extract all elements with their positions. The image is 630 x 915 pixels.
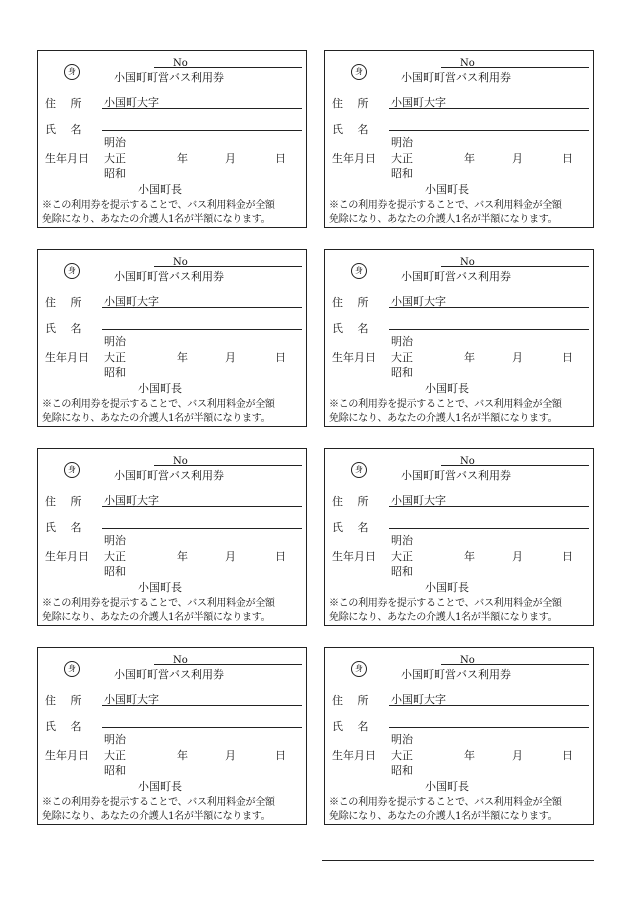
month-label: 月	[512, 152, 523, 165]
day-label: 日	[275, 550, 286, 563]
bus-coupon-card	[324, 448, 594, 626]
era-taisho: 大正	[104, 152, 126, 165]
usage-note	[329, 597, 593, 625]
address-label: 住 所	[45, 97, 82, 110]
issuer-label: 小国町長	[425, 382, 469, 395]
usage-note-line: ※この利用券を提示することで、バス利用料金が全額	[42, 598, 275, 609]
birthdate-label: 生年月日	[45, 749, 89, 762]
name-field[interactable]	[389, 528, 589, 529]
coupon-title: 小国町町営バス利用券	[401, 469, 511, 482]
month-label: 月	[225, 550, 236, 563]
usage-note-line: 免除になり、あなたの介護人1名が半額になります。	[329, 214, 558, 225]
usage-note-line: 免除になり、あなたの介護人1名が半額になります。	[42, 811, 271, 822]
name-label: 氏 名	[332, 521, 369, 534]
address-value: 小国町大字	[104, 693, 159, 706]
bus-coupon-card	[324, 647, 594, 825]
name-label: 氏 名	[45, 123, 82, 136]
usage-note-line: ※この利用券を提示することで、バス利用料金が全額	[42, 797, 275, 808]
address-label: 住 所	[332, 694, 369, 707]
address-label: 住 所	[45, 495, 82, 508]
era-taisho: 大正	[391, 152, 413, 165]
month-label: 月	[512, 550, 523, 563]
name-label: 氏 名	[332, 720, 369, 733]
name-label: 氏 名	[332, 322, 369, 335]
usage-note-line: 免除になり、あなたの介護人1名が半額になります。	[42, 413, 271, 424]
coupon-number-line	[441, 266, 589, 267]
issuer-label: 小国町長	[138, 382, 182, 395]
usage-note	[329, 199, 593, 227]
month-label: 月	[225, 749, 236, 762]
seal-icon: 身	[64, 64, 80, 80]
name-label: 氏 名	[45, 720, 82, 733]
coupon-number-line	[441, 664, 589, 665]
birthdate-label: 生年月日	[332, 550, 376, 563]
address-field[interactable]	[102, 506, 302, 507]
usage-note-line: 免除になり、あなたの介護人1名が半額になります。	[42, 214, 271, 225]
day-label: 日	[562, 351, 573, 364]
era-showa: 昭和	[104, 366, 126, 379]
year-label: 年	[177, 550, 188, 563]
address-field[interactable]	[102, 108, 302, 109]
address-field[interactable]	[389, 307, 589, 308]
era-meiji: 明治	[391, 136, 413, 149]
era-showa: 昭和	[391, 565, 413, 578]
usage-note-line: ※この利用券を提示することで、バス利用料金が全額	[329, 200, 562, 211]
era-meiji: 明治	[104, 534, 126, 547]
day-label: 日	[562, 152, 573, 165]
coupon-number-line	[154, 465, 302, 466]
era-meiji: 明治	[391, 534, 413, 547]
coupon-title: 小国町町営バス利用券	[114, 668, 224, 681]
year-label: 年	[464, 152, 475, 165]
signature-line	[322, 860, 594, 861]
issuer-label: 小国町長	[138, 183, 182, 196]
usage-note-line: ※この利用券を提示することで、バス利用料金が全額	[329, 797, 562, 808]
seal-icon: 身	[351, 64, 367, 80]
era-meiji: 明治	[104, 335, 126, 348]
year-label: 年	[464, 351, 475, 364]
name-field[interactable]	[389, 130, 589, 131]
seal-icon: 身	[351, 263, 367, 279]
era-meiji: 明治	[104, 733, 126, 746]
bus-coupon-card	[324, 249, 594, 427]
birthdate-label: 生年月日	[45, 351, 89, 364]
coupon-title: 小国町町営バス利用券	[401, 270, 511, 283]
month-label: 月	[225, 351, 236, 364]
issuer-label: 小国町長	[425, 183, 469, 196]
address-label: 住 所	[45, 296, 82, 309]
day-label: 日	[562, 749, 573, 762]
address-label: 住 所	[332, 495, 369, 508]
name-field[interactable]	[102, 130, 302, 131]
address-field[interactable]	[102, 307, 302, 308]
usage-note-line: 免除になり、あなたの介護人1名が半額になります。	[329, 413, 558, 424]
birthdate-label: 生年月日	[332, 152, 376, 165]
coupon-title: 小国町町営バス利用券	[114, 469, 224, 482]
address-value: 小国町大字	[391, 295, 446, 308]
address-label: 住 所	[332, 97, 369, 110]
issuer-label: 小国町長	[425, 780, 469, 793]
name-field[interactable]	[389, 727, 589, 728]
month-label: 月	[225, 152, 236, 165]
issuer-label: 小国町長	[138, 581, 182, 594]
address-value: 小国町大字	[104, 295, 159, 308]
day-label: 日	[275, 152, 286, 165]
day-label: 日	[275, 351, 286, 364]
coupon-title: 小国町町営バス利用券	[401, 71, 511, 84]
usage-note	[42, 199, 306, 227]
name-field[interactable]	[102, 329, 302, 330]
coupon-number-label: No	[173, 456, 188, 467]
birthdate-label: 生年月日	[45, 152, 89, 165]
address-field[interactable]	[389, 108, 589, 109]
usage-note-line: ※この利用券を提示することで、バス利用料金が全額	[42, 399, 275, 410]
era-taisho: 大正	[104, 351, 126, 364]
usage-note	[329, 398, 593, 426]
name-field[interactable]	[389, 329, 589, 330]
day-label: 日	[562, 550, 573, 563]
seal-icon: 身	[351, 661, 367, 677]
usage-note-line: 免除になり、あなたの介護人1名が半額になります。	[329, 612, 558, 623]
era-showa: 昭和	[391, 764, 413, 777]
bus-coupon-card	[37, 50, 307, 228]
coupon-title: 小国町町営バス利用券	[401, 668, 511, 681]
coupon-number-line	[154, 664, 302, 665]
birthdate-label: 生年月日	[45, 550, 89, 563]
issuer-label: 小国町長	[425, 581, 469, 594]
era-meiji: 明治	[391, 733, 413, 746]
usage-note	[42, 597, 306, 625]
day-label: 日	[275, 749, 286, 762]
usage-note-line: ※この利用券を提示することで、バス利用料金が全額	[329, 399, 562, 410]
era-showa: 昭和	[391, 366, 413, 379]
era-showa: 昭和	[104, 167, 126, 180]
coupon-number-label: No	[460, 655, 475, 666]
seal-icon: 身	[64, 462, 80, 478]
era-taisho: 大正	[104, 550, 126, 563]
year-label: 年	[177, 152, 188, 165]
address-field[interactable]	[389, 506, 589, 507]
bus-coupon-card	[37, 647, 307, 825]
usage-note-line: 免除になり、あなたの介護人1名が半額になります。	[42, 612, 271, 623]
usage-note	[42, 398, 306, 426]
coupon-number-label: No	[460, 58, 475, 69]
coupon-number-line	[154, 67, 302, 68]
bus-coupon-card	[37, 448, 307, 626]
seal-icon: 身	[64, 263, 80, 279]
name-field[interactable]	[102, 528, 302, 529]
name-label: 氏 名	[45, 521, 82, 534]
address-value: 小国町大字	[391, 693, 446, 706]
era-meiji: 明治	[104, 136, 126, 149]
era-taisho: 大正	[391, 749, 413, 762]
usage-note-line: 免除になり、あなたの介護人1名が半額になります。	[329, 811, 558, 822]
address-field[interactable]	[389, 705, 589, 706]
name-field[interactable]	[102, 727, 302, 728]
year-label: 年	[464, 550, 475, 563]
era-meiji: 明治	[391, 335, 413, 348]
era-taisho: 大正	[391, 351, 413, 364]
usage-note-line: ※この利用券を提示することで、バス利用料金が全額	[329, 598, 562, 609]
usage-note-line: ※この利用券を提示することで、バス利用料金が全額	[42, 200, 275, 211]
usage-note	[42, 796, 306, 824]
year-label: 年	[177, 749, 188, 762]
coupon-number-label: No	[460, 257, 475, 268]
era-taisho: 大正	[391, 550, 413, 563]
address-value: 小国町大字	[104, 494, 159, 507]
coupon-title: 小国町町営バス利用券	[114, 270, 224, 283]
coupon-number-label: No	[173, 257, 188, 268]
era-taisho: 大正	[104, 749, 126, 762]
address-label: 住 所	[332, 296, 369, 309]
coupon-number-line	[441, 67, 589, 68]
address-label: 住 所	[45, 694, 82, 707]
usage-note	[329, 796, 593, 824]
year-label: 年	[464, 749, 475, 762]
coupon-number-label: No	[173, 655, 188, 666]
birthdate-label: 生年月日	[332, 749, 376, 762]
address-value: 小国町大字	[391, 494, 446, 507]
address-field[interactable]	[102, 705, 302, 706]
month-label: 月	[512, 351, 523, 364]
name-label: 氏 名	[332, 123, 369, 136]
month-label: 月	[512, 749, 523, 762]
address-value: 小国町大字	[391, 96, 446, 109]
year-label: 年	[177, 351, 188, 364]
coupon-number-label: No	[173, 58, 188, 69]
bus-coupon-card	[37, 249, 307, 427]
coupon-title: 小国町町営バス利用券	[114, 71, 224, 84]
era-showa: 昭和	[391, 167, 413, 180]
coupon-number-line	[441, 465, 589, 466]
coupon-number-line	[154, 266, 302, 267]
birthdate-label: 生年月日	[332, 351, 376, 364]
seal-icon: 身	[64, 661, 80, 677]
name-label: 氏 名	[45, 322, 82, 335]
seal-icon: 身	[351, 462, 367, 478]
issuer-label: 小国町長	[138, 780, 182, 793]
bus-coupon-card	[324, 50, 594, 228]
address-value: 小国町大字	[104, 96, 159, 109]
coupon-number-label: No	[460, 456, 475, 467]
era-showa: 昭和	[104, 565, 126, 578]
era-showa: 昭和	[104, 764, 126, 777]
